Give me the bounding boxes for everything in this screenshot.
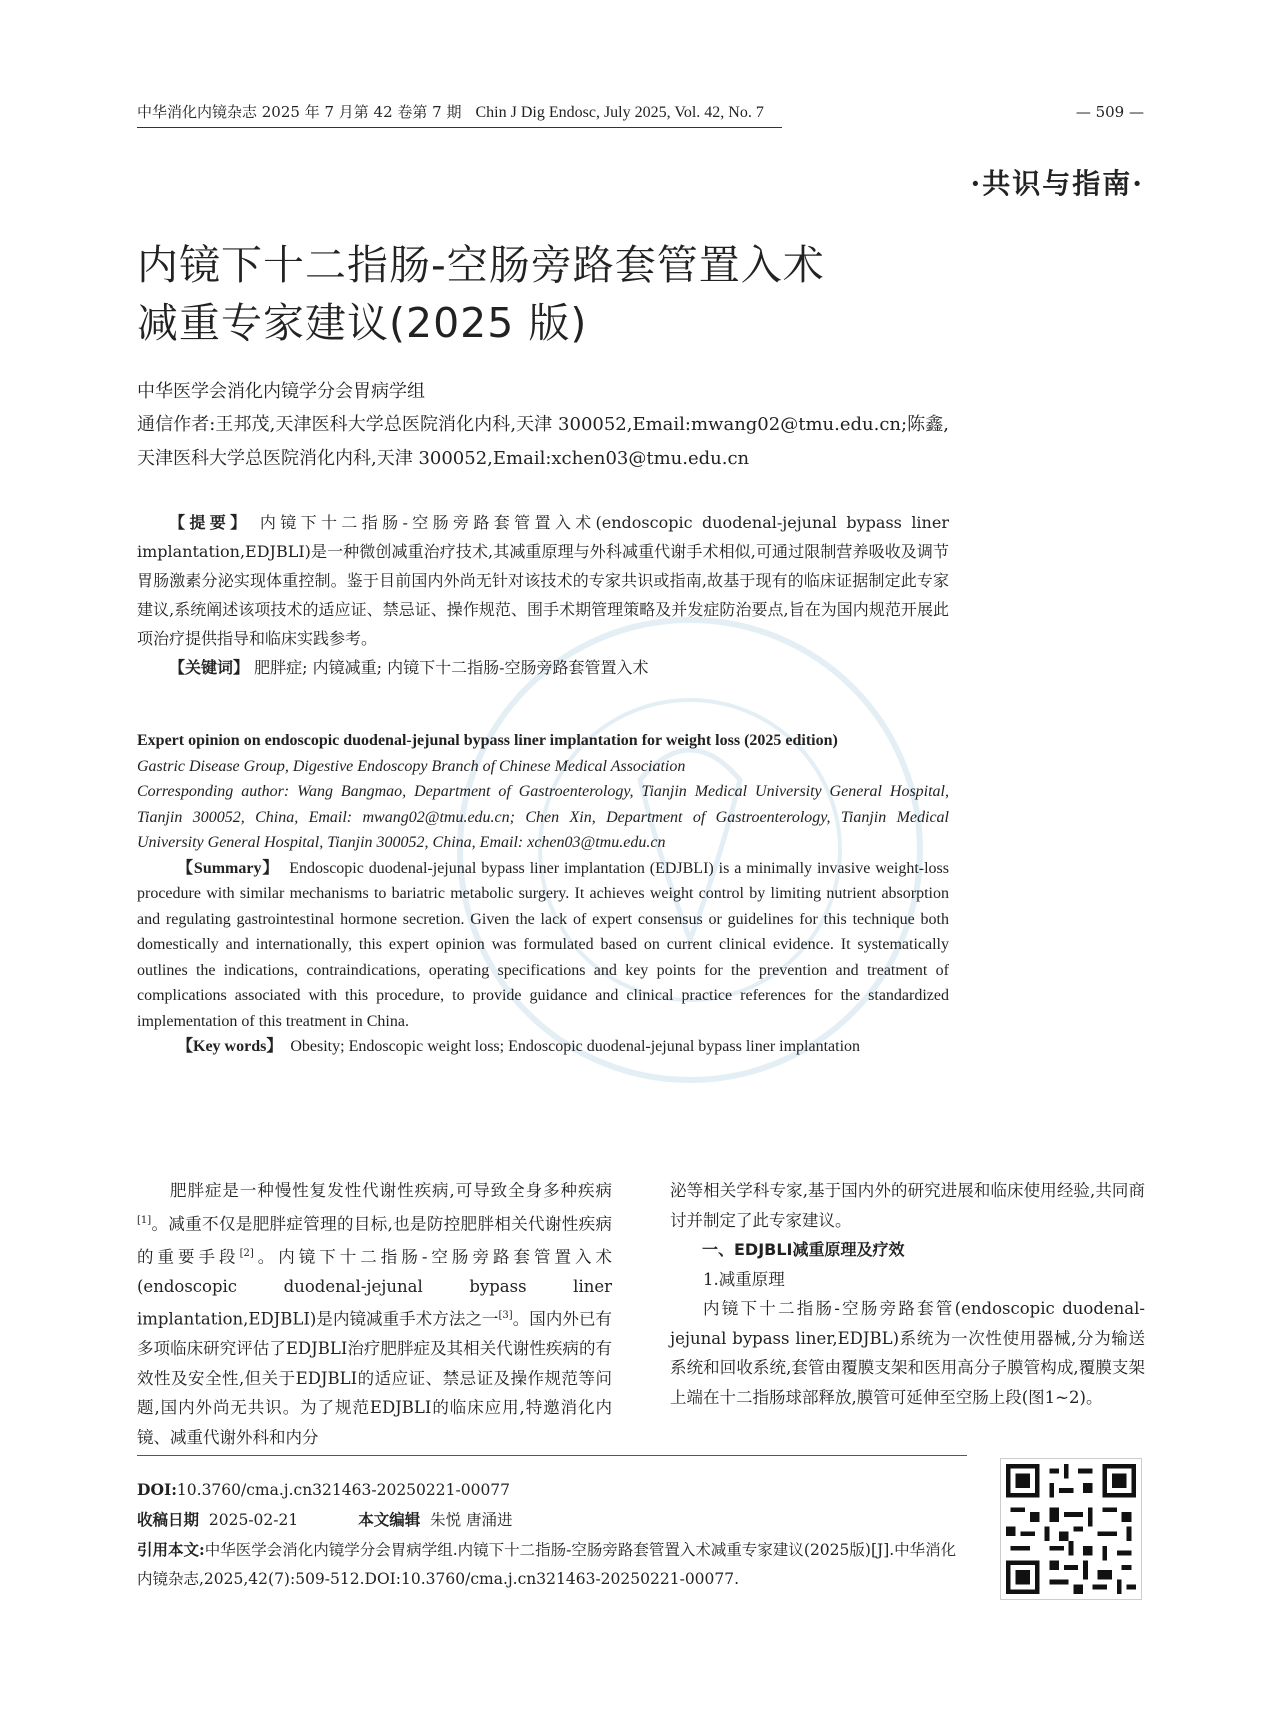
citation-text: 中华医学会消化内镜学分会胃病学组.内镜下十二指肠-空肠旁路套管置入术减重专家建议(2025版)[J].中华消化内镜杂志,2025,42(7):509-512.DOI:10.3760/cma.j.cn321463-20250221-00077. — [137, 1541, 957, 1588]
article-footer — [137, 1475, 967, 1594]
summary-text: Endoscopic duodenal-jejunal bypass liner implantation (EDJBLI) is a minimally invasive weight-loss procedure with similar mechanisms to bariatric metabolic surgery. It achieves weight control by limiting nutrient absorption and regulating gastrointestinal hormone secretion. Given the lack of expert consensus or guidelines for this technique both domestically and internationally, this expert opinion was formulated based on current clinical evidence. It systematically outlines the indications, contraindications, operating specifications and key points for the prevention and treatment of complications associated with this procedure, to provide guidance and clinical practice references for the standardized implementation of this treatment in China. — [137, 859, 950, 1030]
body-text: 肥胖症是一种慢性复发性代谢性疾病,可导致全身多种疾病 — [170, 1181, 612, 1200]
reference-3[interactable]: [3] — [498, 1310, 513, 1321]
dates-line — [137, 1505, 967, 1535]
received-label: 收稿日期 — [137, 1510, 200, 1529]
body-text: 。国内外已有多项临床研究评估了EDJBLI治疗肥胖症及其相关代谢性疾病的有效性及安全性,但关于EDJBLI的适应证、禁忌证及操作规范等问题,国内外尚无共识。为了规范EDJBLI的临床应用,特邀消化内镜、减重代谢外科和内分 — [137, 1309, 612, 1447]
article-title — [137, 236, 825, 352]
mechanism-paragraph: 内镜下十二指肠-空肠旁路套管(endoscopic duodenal-jejunal bypass liner,EDJBL)系统为一次性使用器械,分为输送系统和回收系统,套管由覆膜支架和医用高分子膜管构成,覆膜支架上端在十二指肠球部释放,膜管可延伸至空肠上段(图1~2)。 — [670, 1299, 1145, 1407]
doi-link[interactable]: 10.3760/cma.j.cn321463-20250221-00077 — [176, 1481, 511, 1499]
qr-code[interactable] — [1000, 1458, 1142, 1600]
english-summary — [137, 856, 949, 1035]
keywords-zh-text: 肥胖症; 内镜减重; 内镜下十二指肠-空肠旁路套管置入术 — [254, 658, 649, 677]
footer-divider — [137, 1455, 967, 1456]
english-group: Gastric Disease Group, Digestive Endoscopy Branch of Chinese Medical Association — [137, 757, 686, 775]
corresponding-author: 通信作者:王邦茂,天津医科大学总医院消化内科,天津 300052,Email:mwang02@tmu.edu.cn;陈鑫,天津医科大学总医院消化内科,天津 300052,Email:xchen03@tmu.edu.cn — [137, 414, 949, 469]
column-label: ·共识与指南· — [970, 167, 1144, 200]
intro-paragraph — [137, 1176, 612, 1452]
editor-names: 朱悦 唐涌进 — [430, 1511, 513, 1529]
summary-label: 【Summary】 — [177, 859, 280, 877]
article-title-line2: 减重专家建议(2025 版) — [137, 299, 588, 347]
citation-label: 引用本文: — [137, 1540, 205, 1559]
body-column-left — [137, 1176, 612, 1452]
body-text: 。减重不仅是肥胖症管理的目标,也是防控肥胖相关代谢性疾病的重要手段 — [137, 1214, 612, 1266]
reference-1[interactable]: [1] — [137, 1214, 152, 1226]
abstract-zh-body: 内镜下十二指肠-空肠旁路套管置入术(endoscopic duodenal-jejunal bypass liner implantation,EDJBLI)是一种微创减重治疗技术,其减重原理与外科减重代谢手术相似,可通过限制营养吸收及调节胃肠激素分泌实现体重控制。鉴于目前国内外尚无针对该技术的专家共识或指南,故基于现有的临床证据制定此专家建议,系统阐述该项技术的适应证、禁忌证、操作规范、围手术期管理策略及并发症防治要点,旨在为国内规范开展此项治疗提供指导和临床实践参考。 — [137, 513, 949, 648]
journal-name-en: Chin J Dig Endosc, July 2025, Vol. 42, No. 7 — [475, 104, 764, 121]
body-text: 。内镜下十二指肠-空肠旁路套管置入术(endoscopic duodenal-jejunal bypass liner implantation,EDJBLI)是内镜减重手术方法之一 — [137, 1247, 613, 1329]
reference-2[interactable]: [2] — [239, 1247, 254, 1259]
received-date: 2025-02-21 — [208, 1511, 299, 1529]
english-keywords — [137, 1034, 949, 1060]
abstract-zh — [137, 508, 949, 682]
article-title-line1: 内镜下十二指肠-空肠旁路套管置入术 — [137, 241, 825, 289]
intro-continuation: 泌等相关学科专家,基于国内外的研究进展和临床使用经验,共同商讨并制定了此专家建议。 — [670, 1181, 1145, 1230]
abstract-en — [137, 728, 949, 1060]
subsection-heading-1: 1.减重原理 — [703, 1269, 785, 1289]
abstract-zh-text — [137, 508, 949, 653]
doi-line — [137, 1475, 967, 1505]
key-words-label: 【Key words】 — [177, 1038, 283, 1055]
english-corresponding: Corresponding author: Wang Bangmao, Department of Gastroenterology, Tianjin Medical University General Hospital, Tianjin 300052, China, Email: mwang02@tmu.edu.cn; Chen Xin, Department of Gastroenterology, Tianjin Medical University General Hospital, Tianjin 300052, China, Email: xchen03@tmu.edu.cn — [137, 783, 949, 851]
body-column-right — [670, 1176, 1145, 1412]
keywords-zh-label: 【关键词】 — [169, 658, 250, 677]
section-heading-1: 一、EDJBLI减重原理及疗效 — [702, 1240, 905, 1259]
page-number: — 509 — — [1075, 103, 1144, 121]
abstract-zh-label: 【提要】 — [169, 513, 251, 532]
citation-line — [137, 1535, 967, 1594]
keywords-zh — [137, 653, 949, 682]
journal-name-zh: 中华消化内镜杂志 2025 年 7 月第 42 卷第 7 期 — [137, 103, 462, 121]
doi-label: DOI: — [137, 1480, 177, 1499]
key-words-text: Obesity; Endoscopic weight loss; Endoscopic duodenal-jejunal bypass liner implantation — [290, 1038, 861, 1055]
english-title: Expert opinion on endoscopic duodenal-jejunal bypass liner implantation for weight loss (2025 edition) — [137, 732, 838, 749]
running-header — [137, 101, 782, 128]
author-group: 中华医学会消化内镜学分会胃病学组 — [137, 381, 425, 402]
editor-label: 本文编辑 — [358, 1510, 421, 1529]
